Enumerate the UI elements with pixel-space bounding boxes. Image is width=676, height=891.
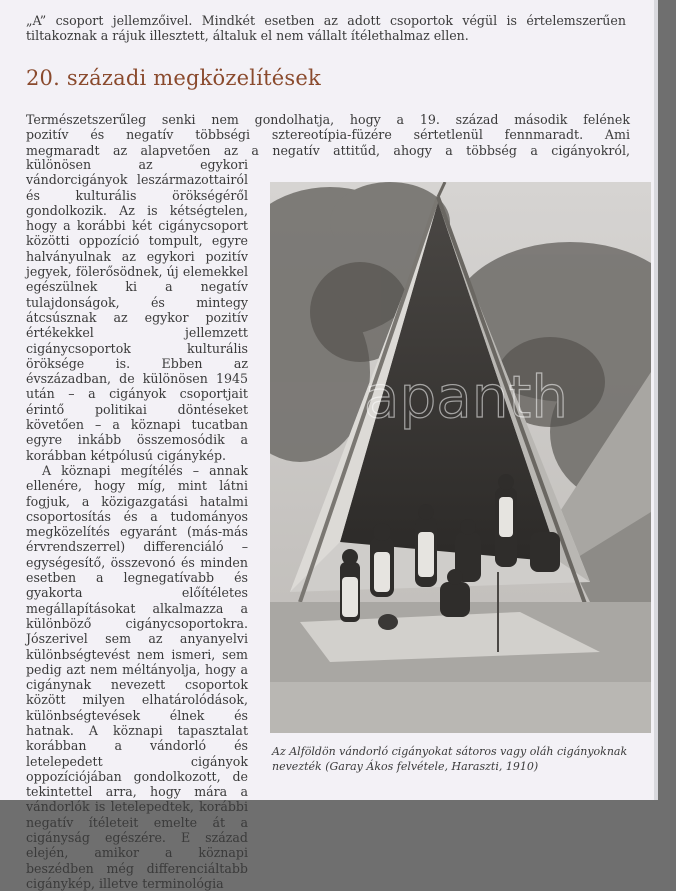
full-width-line: megmaradt az alapvetően az a negatív attitűd, ahogy a többség a cigányokról, bbox=[26, 142, 630, 158]
section-heading: 20. századi megközelítések bbox=[26, 66, 321, 90]
column-paragraph: különösen az egykori vándorcigányok leszármazottairól és kulturális örökségéről gondolkozik. Az is kétségtelen, hogy a korábbi két cigánycsoport közötti oppozíció tompult, egyre halványulnak az egykori pozitív jegyek, fölerősödnek, új elemekkel egészülnek ki a negatív tulajdonságok, és mintegy átcsúsznak az egykor pozitív értékekkel jellemzett cigánycsoportok kulturális öröksége is. Ebben az évszázadban, de különösen 1945 után – a cigányok csoportjait érintő politikai döntéseket követően – a köznapi tucatban egyre inkább összemosódik a korábban kétpólusú cigánykép. bbox=[26, 157, 248, 463]
full-width-paragraph bbox=[26, 112, 630, 158]
intro-paragraph: „A” csoport jellemzőivel. Mindkét esetben az adott csoportok végül is értelemszerűen tiltakoznak a rájuk illesztett, általuk el nem vállalt ítélethalmaz ellen. bbox=[26, 13, 626, 44]
full-width-line: pozitív és negatív többségi sztereotípia-füzére sértetlenül fennmaradt. Ami bbox=[26, 127, 630, 143]
column-paragraph: A köznapi megítélés – annak ellenére, hogy míg, mint látni fogjuk, a közigazgatási hatalmi csoportosítás és a tudományos megközelítés egyaránt (más-más érvrendszerrel) differenciáló – egységesítő, összevonó és minden esetben a legnegatívabb és gyakorta előítéletes megállapításokat alkalmazza a különböző cigánycsoportokra. Jószerivel sem az anyanyelvi különbségtevést nem ismeri, sem pedig azt nem méltányolja, hogy a cigánynak nevezett csoportok között milyen elhatárolódások, különbségtevések élnek és hatnak. A köznapi tapasztalat korábban a vándorló és letelepedett cigányok oppozíciójában gondolkozott, de tekintettel arra, hogy mára a vándorlók is letelepedtek, korábbi negatív ítéleteit emelte át a cigányság egészére. E század elején, amikor a köznapi beszédben még differenciáltabb cigánykép, illetve terminológia bbox=[26, 462, 248, 891]
photo-caption: Az Alföldön vándorló cigányokat sátoros vagy oláh cigányoknak nevezték (Garay Ákos felvétele, Haraszti, 1910) bbox=[272, 745, 628, 773]
page-edge bbox=[654, 0, 658, 800]
watermark-text: apanth bbox=[363, 363, 569, 431]
photo-illustration bbox=[270, 182, 651, 733]
text-column bbox=[26, 157, 248, 891]
tent-camp-photo bbox=[270, 182, 651, 733]
full-width-line: Természetszerűleg senki nem gondolhatja, hogy a 19. század második felének bbox=[26, 112, 630, 127]
